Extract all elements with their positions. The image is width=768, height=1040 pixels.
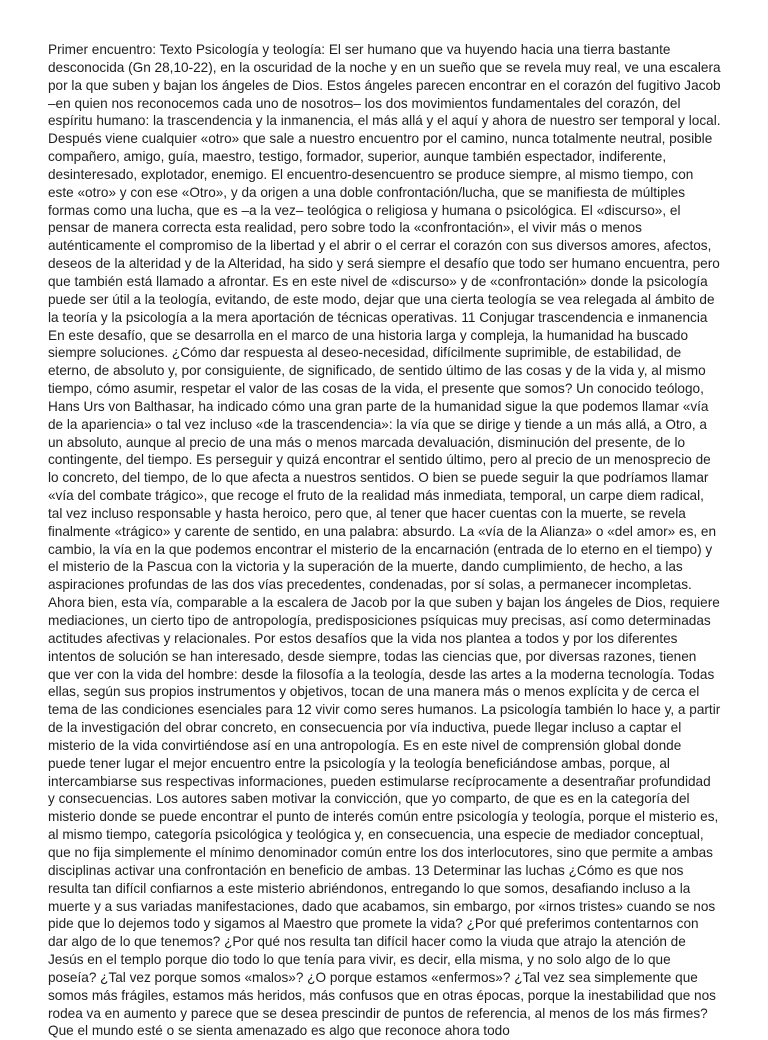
body-paragraph: Primer encuentro: Texto Psicología y teología: El ser humano que va huyendo hacia una tierra bastante desconocida (Gn 28,10-22), en la oscuridad de la noche y en un sueño que se revela muy real, ve una escalera por la que suben y bajan los ángeles de Dios. Estos ángeles parecen encontrar en el corazón del fugitivo Jacob –en quien nos reconocemos cada uno de nosotros– los dos movimientos fundamentales del corazón, del espíritu humano: la trascendencia y la inmanencia, el más allá y el aquí y ahora de nuestro ser temporal y local. Después viene cualquier «otro» que sale a nuestro encuentro por el camino, nunca totalmente neutral, posible compañero, amigo, guía, maestro, testigo, formador, superior, aunque también espectador, indiferente, desinteresado, explotador, enemigo. El encuentro-desencuentro se produce siempre, al mismo tiempo, con este «otro» y con ese «Otro», y da origen a una doble confrontación/lucha, que se manifiesta de múltiples formas como una lucha, que es –a la vez– teológica o religiosa y humana o psicológica. El «discurso», el pensar de manera correcta esta realidad, pero sobre todo la «confrontación», el vivir más o menos auténticamente el compromiso de la libertad y el abrir o el cerrar el corazón con sus diversos amores, afectos, deseos de la alteridad y de la Alteridad, ha sido y será siempre el desafío que todo ser humano encuentra, pero que también está llamado a afrontar. Es en este nivel de «discurso» y de «confrontación» donde la psicología puede ser útil a la teología, evitando, de este modo, dejar que una cierta teología se vea relegada al ámbito de la teoría y la psicología a la mera aportación de técnicas operativas. 11 Conjugar trascendencia e inmanencia En este desafío, que se desarrolla en el marco de una historia larga y compleja, la humanidad ha buscado siempre soluciones. ¿Cómo dar respuesta al deseo-necesidad, difícilmente suprimible, de estabilidad, de eterno, de absoluto y, por consiguiente, de significado, de sentido último de las cosas y de la vida y, al mismo tiempo, cómo asumir, respetar el valor de las cosas de la vida, el presente que somos? Un conocido teólogo, Hans Urs von Balthasar, ha indicado cómo una gran parte de la humanidad sigue la que podemos llamar «vía de la apariencia» o tal vez incluso «de la trascendencia»: la vía que se dirige y tiende a un más allá, a Otro, a un absoluto, aunque al precio de una más o menos marcada devaluación, disminución del presente, de lo contingente, del tiempo. Es perseguir y quizá encontrar el sentido último, pero al precio de un menosprecio de lo concreto, del tiempo, de lo que afecta a nuestros sentidos. O bien se puede seguir la que podríamos llamar «vía del combate trágico», que recoge el fruto de la realidad más inmediata, temporal, un carpe diem radical, tal vez incluso responsable y hasta heroico, pero que, al tener que hacer cuentas con la muerte, se revela finalmente «trágico» y carente de sentido, en una palabra: absurdo. La «vía de la Alianza» o «del amor» es, en cambio, la vía en la que podemos encontrar el misterio de la encarnación (entrada de lo eterno en el tiempo) y el misterio de la Pascua con la victoria y la superación de la muerte, dando cumplimiento, de hecho, a las aspiraciones profundas de las dos vías precedentes, condenadas, por sí solas, a permanecer incompletas. Ahora bien, esta vía, comparable a la escalera de Jacob por la que suben y bajan los ángeles de Dios, requiere mediaciones, un cierto tipo de antropología, predisposiciones psíquicas muy precisas, así como determinadas actitudes afectivas y relacionales. Por estos desafíos que la vida nos plantea a todos y por los diferentes intentos de solución se han interesado, desde siempre, todas las ciencias que, por diversas razones, tienen que ver con la vida del hombre: desde la filosofía a la teología, desde las artes a la moderna tecnología. Todas ellas, según sus propios instrumentos y objetivos, tocan de una manera más o menos explícita y de cerca el tema de las condiciones esenciales para 12 vivir como seres humanos. La psicología también lo hace y, a partir de la investigación del obrar concreto, en consecuencia por vía inductiva, puede llegar incluso a captar el misterio de la vida convirtiéndose así en una antropología. Es en este nivel de comprensión global donde puede tener lugar el mejor encuentro entre la psicología y la teología beneficiándose ambas, porque, al intercambiarse sus respectivas informaciones, pueden estimularse recíprocamente a desentrañar profundidad y consecuencias. Los autores saben motivar la convicción, que yo comparto, de que es en la categoría del misterio donde se puede encontrar el punto de interés común entre psicología y teología, porque el misterio es, al mismo tiempo, categoría psicológica y teológica y, en consecuencia, una especie de mediador conceptual, que no fija simplemente el mínimo denominador común entre los dos interlocutores, sino que permite a ambas disciplinas activar una confrontación en beneficio de ambas. 13 Determinar las luchas ¿Cómo es que nos resulta tan difícil confiarnos a este misterio abriéndonos, entregando lo que somos, desafiando incluso a la muerte y a sus variadas manifestaciones, dado que acabamos, sin embargo, por «irnos tristes» cuando se nos pide que lo dejemos todo y sigamos al Maestro que promete la vida? ¿Por qué preferimos contentarnos con dar algo de lo que tenemos? ¿Por qué nos resulta tan difícil hacer como la viuda que atrajo la atención de Jesús en el templo porque dio todo lo que tenía para vivir, es decir, ella misma, y no solo algo de lo que poseía? ¿Tal vez porque somos «malos»? ¿O porque estamos «enfermos»? ¿Tal vez sea simplemente que somos más frágiles, estamos más heridos, más confusos que en otras épocas, porque la inestabilidad que nos rodea va en aumento y parece que se desea prescindir de puntos de referencia, al menos de los más firmes? Que el mundo esté o se sienta amenazado es algo que reconoce ahora todo [48,42,721,1039]
